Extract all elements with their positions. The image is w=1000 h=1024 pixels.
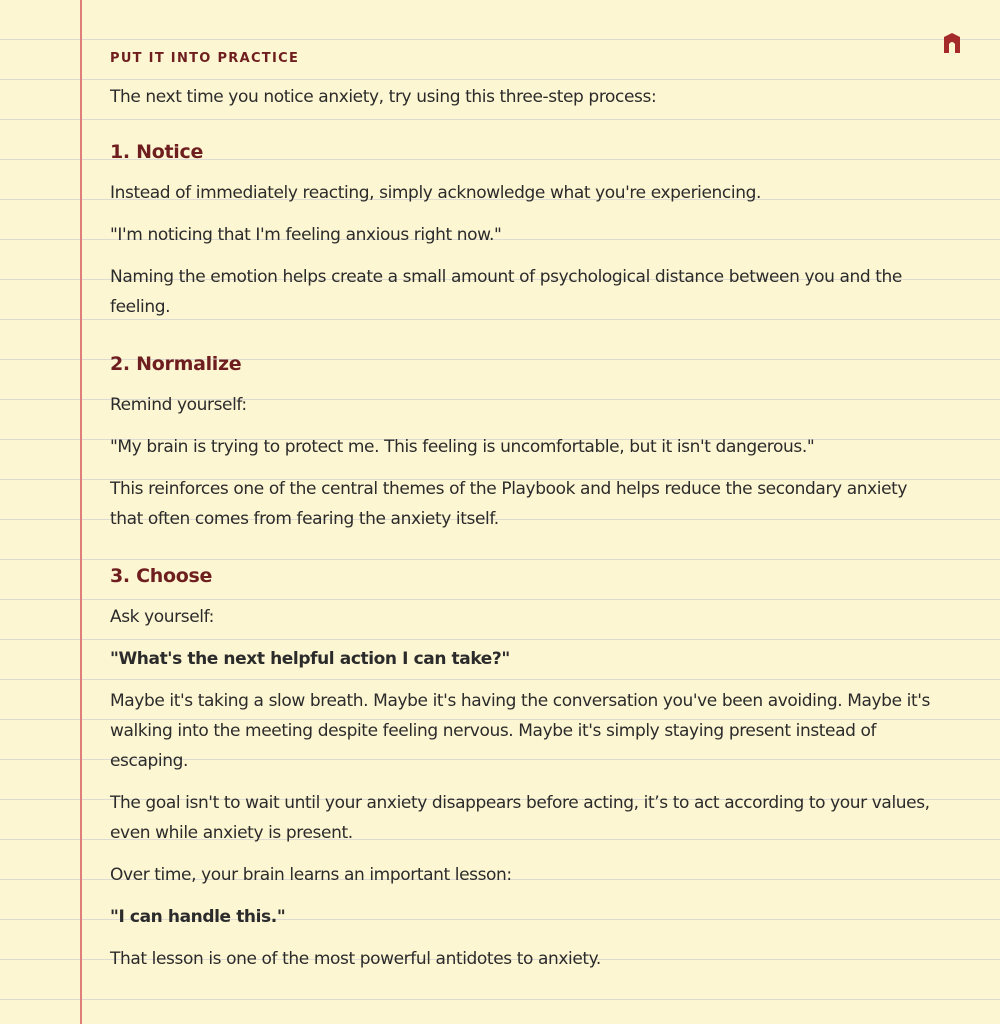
step-1-heading: 1. Notice xyxy=(110,141,204,163)
closing-paragraph: That lesson is one of the most powerful antidotes to anxiety. xyxy=(110,949,601,969)
shield-logo-icon xyxy=(942,32,962,54)
step-3-paragraph-4: The goal isn't to wait until your anxiety disappears before acting, it’s to act according to your values, even while anxiety is present. xyxy=(110,793,930,843)
step-3-heading: 3. Choose xyxy=(110,565,213,587)
step-2-paragraph-1: Remind yourself: xyxy=(110,395,247,415)
intro-paragraph: The next time you notice anxiety, try using this three-step process: xyxy=(110,87,657,107)
step-1-quote: "I'm noticing that I'm feeling anxious right now." xyxy=(110,225,502,245)
step-1-paragraph-1: Instead of immediately reacting, simply acknowledge what you're experiencing. xyxy=(110,183,761,203)
section-label: PUT IT INTO PRACTICE xyxy=(110,51,300,66)
step-2-quote: "My brain is trying to protect me. This feeling is uncomfortable, but it isn't dangerous." xyxy=(110,437,815,457)
step-3-paragraph-3: Maybe it's taking a slow breath. Maybe it's having the conversation you've been avoiding. Maybe it's walking into the meeting despite feeling nervous. Maybe it's simply staying present instead of escaping. xyxy=(110,691,930,771)
step-2-paragraph-3: This reinforces one of the central themes of the Playbook and helps reduce the secondary anxiety that often comes from fearing the anxiety itself. xyxy=(110,479,908,529)
notebook-margin-line xyxy=(80,0,82,1024)
step-1-paragraph-3: Naming the emotion helps create a small amount of psychological distance between you and the feeling. xyxy=(110,267,902,317)
step-3-paragraph-5: Over time, your brain learns an important lesson: xyxy=(110,865,512,885)
step-3-affirmation: "I can handle this." xyxy=(110,907,286,927)
step-3-quote: "What's the next helpful action I can take?" xyxy=(110,649,510,669)
step-3-paragraph-1: Ask yourself: xyxy=(110,607,214,627)
step-2-heading: 2. Normalize xyxy=(110,353,242,375)
